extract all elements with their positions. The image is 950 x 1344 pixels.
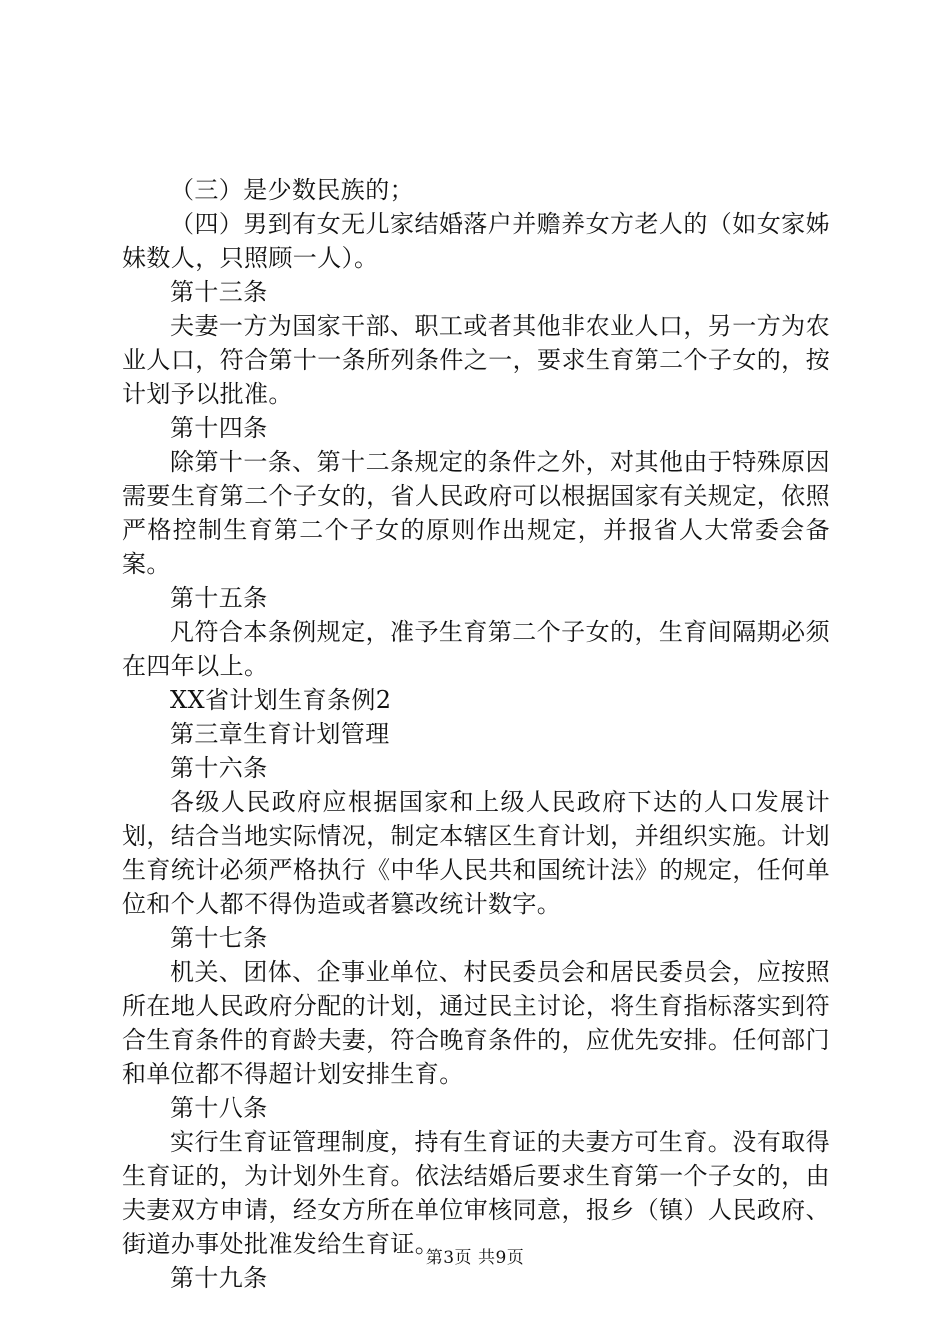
paragraph: （三）是少数民族的； [170, 176, 414, 204]
paragraph: 除第十一条、第十二条规定的条件之外，对其他由于特殊原因需要生育第二个子女的，省人民政府可以根据国家有关规定，依照严格控制生育第二个子女的原则作出规定，并报省人大常委会备案。 [122, 448, 830, 578]
paragraph: 凡符合本条例规定，准予生育第二个子女的，生育间隔期必须在四年以上。 [122, 618, 830, 680]
article-heading: 第十七条 [170, 924, 268, 952]
paragraph: 机关、团体、企事业单位、村民委员会和居民委员会，应按照所在地人民政府分配的计划，通过民主讨论，将生育指标落实到符合生育条件的育龄夫妻，符合晚育条件的，应优先安排。任何部门和单位都不得超计划安排生育。 [122, 958, 830, 1088]
paragraph: 夫妻一方为国家干部、职工或者其他非农业人口，另一方为农业人口，符合第十一条所列条件之一，要求生育第二个子女的，按计划予以批准。 [122, 312, 830, 408]
article-heading: 第十九条 [170, 1264, 268, 1292]
document-title-line: XX省计划生育条例2 [170, 686, 392, 714]
paragraph: 实行生育证管理制度，持有生育证的夫妻方可生育。没有取得生育证的，为计划外生育。依法结婚后要求生育第一个子女的，由夫妻双方申请，经女方所在单位审核同意，报乡（镇）人民政府、街道办事处批准发给生育证。 [122, 1128, 830, 1258]
chapter-heading: 第三章生育计划管理 [170, 720, 390, 748]
article-heading: 第十四条 [170, 414, 268, 442]
paragraph: 各级人民政府应根据国家和上级人民政府下达的人口发展计划，结合当地实际情况，制定本辖区生育计划，并组织实施。计划生育统计必须严格执行《中华人民共和国统计法》的规定，任何单位和个人都不得伪造或者篡改统计数字。 [122, 788, 830, 918]
page-number-footer: 第3页 共9页 [425, 1248, 525, 1268]
article-heading: 第十八条 [170, 1094, 268, 1122]
article-heading: 第十六条 [170, 754, 268, 782]
article-heading: 第十五条 [170, 584, 268, 612]
article-heading: 第十三条 [170, 278, 268, 306]
paragraph: （四）男到有女无儿家结婚落户并赡养女方老人的（如女家姊妹数人，只照顾一人）。 [122, 210, 830, 272]
document-body [122, 173, 830, 1295]
